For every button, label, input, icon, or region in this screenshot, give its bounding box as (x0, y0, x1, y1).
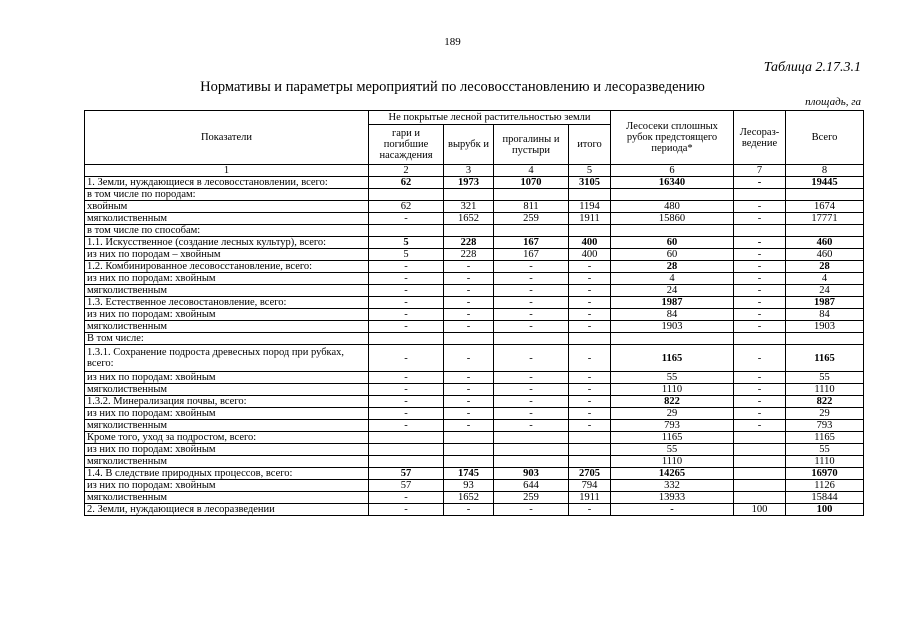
table-cell (734, 456, 786, 468)
unit-label: площадь, га (805, 96, 861, 108)
table-cell: - (369, 345, 444, 372)
table-cell: - (734, 261, 786, 273)
table-cell (569, 444, 611, 456)
table-row (85, 408, 864, 420)
table-cell: 55 (611, 372, 734, 384)
row-label: 1.3.1. Сохранение подроста древесных пород при рубках, всего: (85, 345, 369, 372)
column-number: 1 (85, 165, 369, 177)
row-label: Кроме того, уход за подростом, всего: (85, 432, 369, 444)
table-cell: 1903 (786, 321, 864, 333)
table-cell: - (569, 309, 611, 321)
table-cell (734, 225, 786, 237)
table-cell: 228 (444, 249, 494, 261)
table-cell: - (369, 321, 444, 333)
table-cell: 93 (444, 480, 494, 492)
table-cell: 1745 (444, 468, 494, 480)
row-label: мягколиственным (85, 456, 369, 468)
table-row (85, 189, 864, 201)
table-cell: 1165 (786, 345, 864, 372)
table-cell: 259 (494, 213, 569, 225)
table-cell: 1070 (494, 177, 569, 189)
table-cell (444, 444, 494, 456)
table-cell (569, 225, 611, 237)
table-cell: - (494, 321, 569, 333)
table-cell: - (369, 420, 444, 432)
table-cell: 2705 (569, 468, 611, 480)
table-cell: 1903 (611, 321, 734, 333)
table-cell: 28 (786, 261, 864, 273)
row-label: В том числе: (85, 333, 369, 345)
table-cell (569, 456, 611, 468)
table-cell: 259 (494, 492, 569, 504)
table-cell: - (734, 273, 786, 285)
row-label: из них по породам: хвойным (85, 444, 369, 456)
table-cell: - (494, 504, 569, 516)
table-row (85, 456, 864, 468)
table-cell (444, 333, 494, 345)
table-cell: 14265 (611, 468, 734, 480)
table-cell: - (494, 285, 569, 297)
table-cell: - (569, 372, 611, 384)
table-row (85, 384, 864, 396)
table-cell: - (444, 285, 494, 297)
table-cell (444, 456, 494, 468)
table-cell (369, 225, 444, 237)
table-cell (569, 189, 611, 201)
table-id: Таблица 2.17.3.1 (763, 60, 861, 75)
table-row (85, 444, 864, 456)
header-indicator: Показатели (85, 111, 369, 165)
table-cell: - (494, 420, 569, 432)
table-cell: - (734, 408, 786, 420)
table-cell: 793 (786, 420, 864, 432)
table-cell: 28 (611, 261, 734, 273)
row-label: 1.3.2. Минерализация почвы, всего: (85, 396, 369, 408)
table-cell: - (569, 273, 611, 285)
table-cell: 57 (369, 480, 444, 492)
table-cell: - (444, 321, 494, 333)
table-cell (611, 189, 734, 201)
row-label: 1.4. В следствие природных процессов, всего: (85, 468, 369, 480)
table-cell: - (494, 345, 569, 372)
table-cell: - (734, 384, 786, 396)
table-cell (369, 432, 444, 444)
table-cell: 822 (786, 396, 864, 408)
table-cell: 55 (611, 444, 734, 456)
table-row (85, 177, 864, 189)
table-cell: 1165 (786, 432, 864, 444)
table-cell: 1165 (611, 345, 734, 372)
header-glades: прогалины и пустыри (494, 125, 569, 165)
table-cell: 811 (494, 201, 569, 213)
table-cell: - (444, 309, 494, 321)
table-cell: 400 (569, 249, 611, 261)
table-cell: 60 (611, 237, 734, 249)
table-cell: 16340 (611, 177, 734, 189)
table-cell: - (494, 372, 569, 384)
table-cell: 24 (786, 285, 864, 297)
table-cell (786, 225, 864, 237)
row-label: мягколиственным (85, 420, 369, 432)
header-afforestation: Лесораз-ведение (734, 111, 786, 165)
row-label: 1.1. Искусственное (создание лесных культур), всего: (85, 237, 369, 249)
table-header (85, 111, 864, 177)
header-cuttings: вырубк и (444, 125, 494, 165)
table-cell: - (494, 261, 569, 273)
table-cell: 822 (611, 396, 734, 408)
table-cell: 29 (786, 408, 864, 420)
table-cell (734, 189, 786, 201)
table-cell (494, 333, 569, 345)
table-cell: - (494, 396, 569, 408)
table-cell: 1973 (444, 177, 494, 189)
table-cell: 24 (611, 285, 734, 297)
row-label: 1. Земли, нуждающиеся в лесовосстановлении, всего: (85, 177, 369, 189)
table-row (85, 321, 864, 333)
table-cell: - (494, 309, 569, 321)
row-label: 2. Земли, нуждающиеся в лесоразведении (85, 504, 369, 516)
table-cell: - (444, 396, 494, 408)
table-cell: 62 (369, 201, 444, 213)
table-cell (611, 333, 734, 345)
table-cell: 17771 (786, 213, 864, 225)
table-cell: - (734, 372, 786, 384)
row-label: 1.2. Комбинированное лесовосстановление, всего: (85, 261, 369, 273)
table-cell: - (734, 396, 786, 408)
table-cell: 460 (786, 249, 864, 261)
table-cell: 903 (494, 468, 569, 480)
table-cell: 332 (611, 480, 734, 492)
table-cell: 3105 (569, 177, 611, 189)
table-cell: 5 (369, 237, 444, 249)
table-cell: - (569, 297, 611, 309)
table-row (85, 396, 864, 408)
table-cell: 13933 (611, 492, 734, 504)
table-cell: - (444, 504, 494, 516)
table-cell: - (734, 201, 786, 213)
table-cell: - (494, 384, 569, 396)
table-cell (369, 189, 444, 201)
page-number: 189 (444, 36, 461, 48)
table-cell: 1126 (786, 480, 864, 492)
table-cell: - (611, 504, 734, 516)
table-cell: - (369, 372, 444, 384)
table-cell: - (444, 420, 494, 432)
header-burns: гари и погибшие насаждения (369, 125, 444, 165)
table-cell: - (494, 297, 569, 309)
table-row (85, 297, 864, 309)
table-row (85, 261, 864, 273)
table-cell (444, 432, 494, 444)
table-row (85, 420, 864, 432)
table-row (85, 249, 864, 261)
column-number: 8 (786, 165, 864, 177)
table-cell: 1652 (444, 492, 494, 504)
row-label: из них по породам: хвойным (85, 309, 369, 321)
table-cell: - (569, 504, 611, 516)
row-label: из них по породам: хвойным (85, 372, 369, 384)
table-cell: 321 (444, 201, 494, 213)
table-row (85, 480, 864, 492)
table-row (85, 225, 864, 237)
table-cell: 19445 (786, 177, 864, 189)
table-cell: - (369, 297, 444, 309)
table-cell (734, 333, 786, 345)
table-cell: - (569, 321, 611, 333)
table-cell: 1194 (569, 201, 611, 213)
row-label: из них по породам – хвойным (85, 249, 369, 261)
table-row (85, 468, 864, 480)
table-row (85, 285, 864, 297)
row-label: из них по породам: хвойным (85, 408, 369, 420)
table-cell (786, 333, 864, 345)
table-cell: 167 (494, 237, 569, 249)
row-label: мягколиственным (85, 213, 369, 225)
table-cell: 1165 (611, 432, 734, 444)
table-cell: - (444, 384, 494, 396)
table-row (85, 345, 864, 372)
table-cell: - (444, 261, 494, 273)
table-cell (611, 225, 734, 237)
table-cell: 480 (611, 201, 734, 213)
table-cell (369, 444, 444, 456)
table-cell: 1674 (786, 201, 864, 213)
row-label: хвойным (85, 201, 369, 213)
table-cell (569, 333, 611, 345)
table-cell: 1987 (611, 297, 734, 309)
row-label: мягколиственным (85, 384, 369, 396)
table-cell: 16970 (786, 468, 864, 480)
table-cell (734, 444, 786, 456)
table-cell (734, 468, 786, 480)
table-cell: 15860 (611, 213, 734, 225)
table-cell: - (444, 273, 494, 285)
column-number: 3 (444, 165, 494, 177)
table-row (85, 273, 864, 285)
header-clearcuts: Лесосеки сплошных рубок предстоящего периода* (611, 111, 734, 165)
table-cell: 29 (611, 408, 734, 420)
table-cell (494, 432, 569, 444)
table-cell: - (734, 345, 786, 372)
data-table (84, 110, 864, 516)
table-cell: - (369, 408, 444, 420)
row-label: мягколиственным (85, 321, 369, 333)
table-cell: - (734, 309, 786, 321)
table-row (85, 333, 864, 345)
table-cell: - (734, 249, 786, 261)
table-cell: - (734, 321, 786, 333)
table-cell: 1110 (786, 384, 864, 396)
table-cell: 62 (369, 177, 444, 189)
table-cell: - (569, 396, 611, 408)
column-number: 2 (369, 165, 444, 177)
table-cell: 55 (786, 372, 864, 384)
table-cell: - (369, 309, 444, 321)
table-cell (444, 225, 494, 237)
table-row (85, 213, 864, 225)
table-cell: 794 (569, 480, 611, 492)
table-cell: - (494, 408, 569, 420)
table-cell: - (569, 384, 611, 396)
table-cell: - (569, 420, 611, 432)
table-cell: 793 (611, 420, 734, 432)
table-row (85, 201, 864, 213)
header-total: Всего (786, 111, 864, 165)
table-cell: 228 (444, 237, 494, 249)
table-cell: 644 (494, 480, 569, 492)
column-number: 7 (734, 165, 786, 177)
table-cell: 460 (786, 237, 864, 249)
table-cell: 5 (369, 249, 444, 261)
table-cell: 100 (734, 504, 786, 516)
table-cell (444, 189, 494, 201)
table-cell: 1652 (444, 213, 494, 225)
table-cell: - (494, 273, 569, 285)
row-label: в том числе по породам: (85, 189, 369, 201)
table-cell (369, 456, 444, 468)
table-cell (494, 189, 569, 201)
table-cell: - (444, 408, 494, 420)
table-cell (494, 456, 569, 468)
table-cell: - (734, 237, 786, 249)
table-cell: 15844 (786, 492, 864, 504)
table-cell: - (569, 261, 611, 273)
table-cell: - (734, 297, 786, 309)
table-cell: - (369, 492, 444, 504)
row-label: мягколиственным (85, 492, 369, 504)
row-label: из них по породам: хвойным (85, 480, 369, 492)
table-cell: 167 (494, 249, 569, 261)
table-cell: - (444, 345, 494, 372)
table-cell: 57 (369, 468, 444, 480)
column-numbers-row (85, 165, 864, 177)
column-number: 6 (611, 165, 734, 177)
table-body (85, 177, 864, 516)
table-cell (569, 432, 611, 444)
table-cell: - (569, 345, 611, 372)
table-row (85, 492, 864, 504)
table-cell: 1911 (569, 492, 611, 504)
table-cell: 4 (786, 273, 864, 285)
table-cell: - (369, 396, 444, 408)
table-cell (494, 444, 569, 456)
table-cell: 4 (611, 273, 734, 285)
table-cell: - (369, 504, 444, 516)
table-cell: 400 (569, 237, 611, 249)
table-cell: 1110 (786, 456, 864, 468)
table-cell: 1987 (786, 297, 864, 309)
table-row (85, 504, 864, 516)
table-cell: - (444, 372, 494, 384)
table-row (85, 372, 864, 384)
table-cell (786, 189, 864, 201)
row-label: 1.3. Естественное лесовостановление, всего: (85, 297, 369, 309)
header-group: Не покрытые лесной растительностью земли (369, 111, 611, 125)
table-cell: - (734, 177, 786, 189)
row-label: в том числе по способам: (85, 225, 369, 237)
table-cell: - (569, 285, 611, 297)
table-cell: - (734, 285, 786, 297)
table-cell: - (369, 213, 444, 225)
table-cell: 55 (786, 444, 864, 456)
table-cell: - (369, 285, 444, 297)
column-number: 5 (569, 165, 611, 177)
header-subtotal: итого (569, 125, 611, 165)
column-number: 4 (494, 165, 569, 177)
table-cell: - (369, 261, 444, 273)
table-row (85, 237, 864, 249)
table-cell: - (734, 213, 786, 225)
table-cell: - (734, 420, 786, 432)
table-cell: - (369, 384, 444, 396)
table-row (85, 309, 864, 321)
table-cell: - (569, 408, 611, 420)
table-cell (494, 225, 569, 237)
table-cell: - (444, 297, 494, 309)
table-row (85, 432, 864, 444)
table-cell: 1110 (611, 384, 734, 396)
table-cell: - (369, 273, 444, 285)
table-cell: 1110 (611, 456, 734, 468)
table-cell: 100 (786, 504, 864, 516)
row-label: из них по породам: хвойным (85, 273, 369, 285)
table-cell (734, 480, 786, 492)
table-cell: 84 (786, 309, 864, 321)
table-cell (369, 333, 444, 345)
table-cell (734, 492, 786, 504)
table-cell: 60 (611, 249, 734, 261)
document-title: Нормативы и параметры мероприятий по лесовосстановлению и лесоразведению (200, 79, 705, 95)
row-label: мягколиственным (85, 285, 369, 297)
table-cell (734, 432, 786, 444)
table-cell: 1911 (569, 213, 611, 225)
table-cell: 84 (611, 309, 734, 321)
